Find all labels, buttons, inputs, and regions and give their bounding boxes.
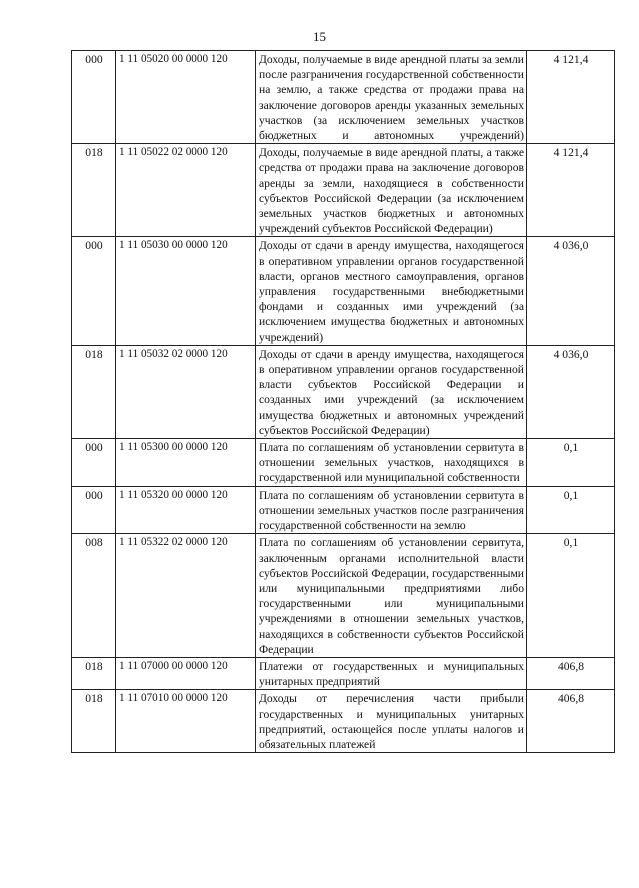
admin-code-cell: 018 [72, 144, 116, 237]
table-row [72, 690, 615, 753]
revenue-name-cell: Плата по соглашениям об установлении сервитута в отношении земельных участков, находящихся в государственной или муниципальной собственности [256, 439, 527, 487]
table-row [72, 51, 615, 144]
table-row [72, 237, 615, 345]
revenue-name-cell: Плата по соглашениям об установлении сервитута в отношении земельных участков после разграничения государственной собственности на землю [256, 486, 527, 534]
table-row [72, 345, 615, 438]
budget-code-cell: 1 11 05030 00 0000 120 [116, 237, 256, 345]
table-row [72, 486, 615, 534]
budget-code-cell: 1 11 05032 02 0000 120 [116, 345, 256, 438]
revenue-name-cell: Доходы от сдачи в аренду имущества, находящегося в оперативном управлении органов государственной власти, органов местного самоуправления, органов управления государственными внебюджетными фондами и созданных ими учреждений (за исключением имущества бюджетных и автономных учреждений) [256, 237, 527, 345]
amount-cell: 406,8 [527, 690, 615, 753]
budget-code-cell: 1 11 05322 02 0000 120 [116, 534, 256, 658]
budget-code-cell: 1 11 07000 00 0000 120 [116, 657, 256, 689]
admin-code-cell: 018 [72, 657, 116, 689]
admin-code-cell: 018 [72, 690, 116, 753]
budget-code-cell: 1 11 07010 00 0000 120 [116, 690, 256, 753]
amount-cell: 0,1 [527, 486, 615, 534]
table-row [72, 657, 615, 689]
admin-code-cell: 000 [72, 237, 116, 345]
budget-code-cell: 1 11 05320 00 0000 120 [116, 486, 256, 534]
page-number: 15 [313, 29, 326, 44]
revenue-table [71, 50, 615, 753]
table-row [72, 439, 615, 487]
amount-cell: 0,1 [527, 439, 615, 487]
revenue-name-cell: Доходы, получаемые в виде арендной платы, а также средства от продажи права на заключение договоров аренды за земли, находящиеся в собственности субъектов Российской Федерации (за исключением земельных участков бюджетных и автономных учреждений субъектов Российской Федерации) [256, 144, 527, 237]
revenue-name-cell: Плата по соглашениям об установлении сервитута, заключенным органами исполнительной власти субъектов Российской Федерации, государственными или муниципальными предприятиями либо государственными или муниципальными учреждениями в отношении земельных участков, находящихся в собственности субъектов Российской Федерации [256, 534, 527, 658]
admin-code-cell: 000 [72, 439, 116, 487]
admin-code-cell: 000 [72, 51, 116, 144]
amount-cell: 4 036,0 [527, 345, 615, 438]
table-row [72, 144, 615, 237]
table-row [72, 534, 615, 658]
budget-code-cell: 1 11 05300 00 0000 120 [116, 439, 256, 487]
budget-code-cell: 1 11 05020 00 0000 120 [116, 51, 256, 144]
amount-cell: 4 121,4 [527, 51, 615, 144]
budget-code-cell: 1 11 05022 02 0000 120 [116, 144, 256, 237]
revenue-name-cell: Платежи от государственных и муниципальных унитарных предприятий [256, 657, 527, 689]
amount-cell: 4 036,0 [527, 237, 615, 345]
revenue-name-cell: Доходы от перечисления части прибыли государственных и муниципальных унитарных предприятий, остающейся после уплаты налогов и обязательных платежей [256, 690, 527, 753]
amount-cell: 0,1 [527, 534, 615, 658]
admin-code-cell: 000 [72, 486, 116, 534]
revenue-name-cell: Доходы, получаемые в виде арендной платы за земли после разграничения государственной собственности на землю, а также средства от продажи права на заключение договоров аренды указанных земельных участков (за исключением земельных участков бюджетных и автономных учреждений) [256, 51, 527, 144]
admin-code-cell: 018 [72, 345, 116, 438]
amount-cell: 406,8 [527, 657, 615, 689]
revenue-name-cell: Доходы от сдачи в аренду имущества, находящегося в оперативном управлении органов государственной власти субъектов Российской Федерации и созданных ими учреждений (за исключением имущества бюджетных и автономных учреждений субъектов Российской Федерации) [256, 345, 527, 438]
amount-cell: 4 121,4 [527, 144, 615, 237]
admin-code-cell: 008 [72, 534, 116, 658]
